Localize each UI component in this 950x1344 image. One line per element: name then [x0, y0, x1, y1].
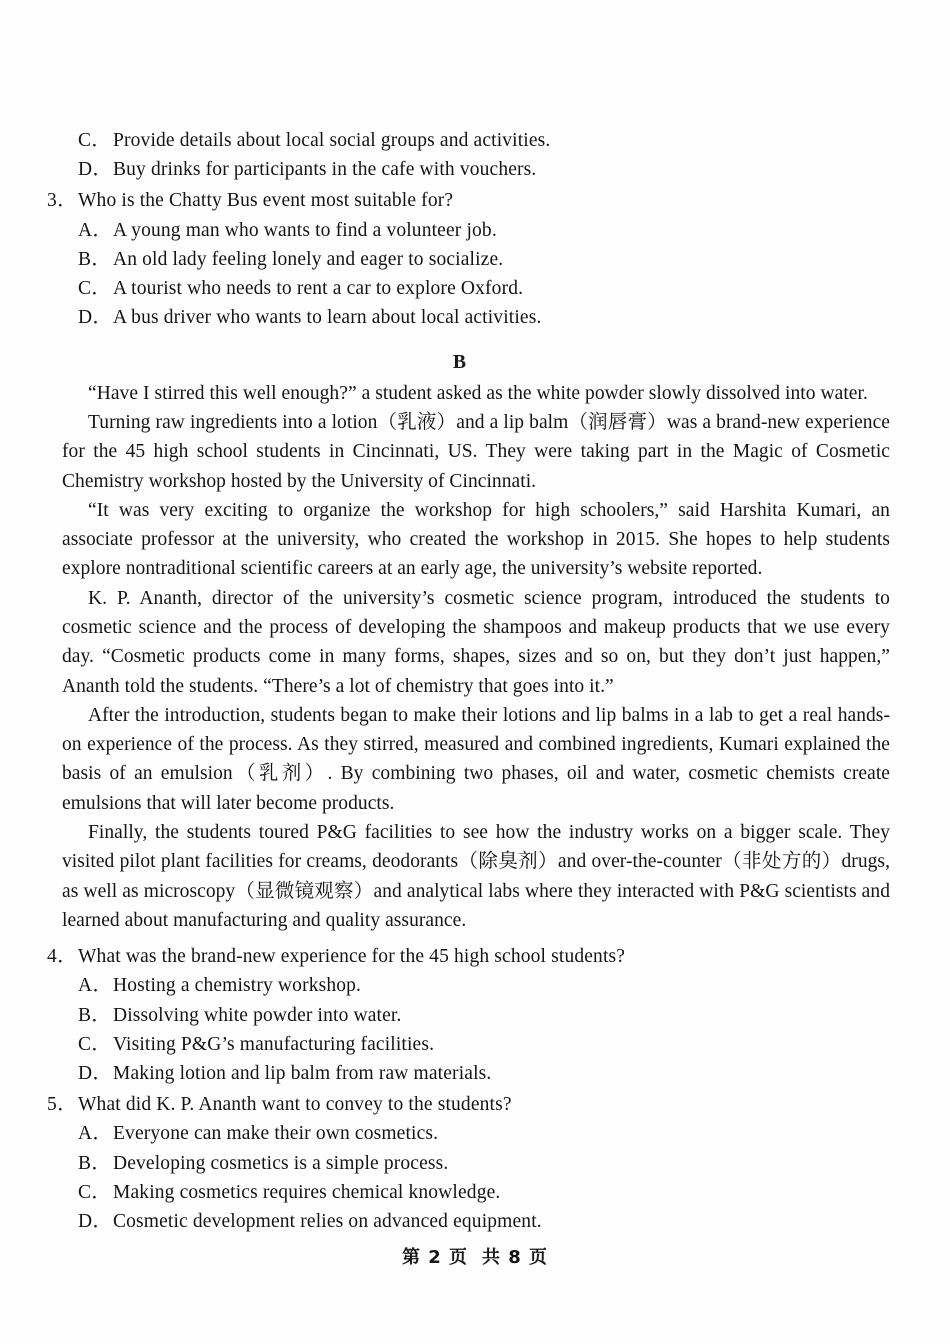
passage-paragraph: Finally, the students toured P&G facilities to see how the industry works on a bigger scale. They visited pilot plant facilities for creams, deodorants（除臭剂）and over-the-counter（非处方的）drugs, as well as microscopy（显微镜观察）and analytical labs where they interacted with P&G scientists and learned about manufacturing and quality assurance.: [62, 822, 890, 931]
option-row: [47, 274, 890, 303]
question-4: [47, 942, 890, 1088]
question-5: [47, 1090, 890, 1236]
option-letter: D．: [78, 159, 113, 181]
question-3: [47, 186, 890, 332]
option-letter: C．: [78, 278, 112, 300]
footer-total-pages: 共 8 页: [482, 1247, 549, 1268]
option-row: [47, 1059, 890, 1088]
question-number: 4．: [47, 946, 78, 968]
option-row: [47, 1207, 890, 1236]
option-text: Making lotion and lip balm from raw materials.: [113, 1063, 492, 1085]
option-row: [47, 971, 890, 1000]
passage-paragraph: After the introduction, students began to make their lotions and lip balms in a lab to get a real hands-on experience of the process. As they stirred, measured and combined ingredients, Kumari explained the basis of an emulsion（乳剂）. By combining two phases, oil and water, cosmetic chemists create emulsions that will later become products.: [62, 704, 890, 814]
option-text: A young man who wants to find a volunteer job.: [113, 219, 497, 241]
footer-current-page: 第 2 页: [401, 1247, 468, 1268]
passage-paragraph: K. P. Ananth, director of the university’s cosmetic science program, introduced the students to cosmetic science and the process of developing the shampoos and makeup products that we use every day. “Cosmetic products come in many forms, shapes, sizes and so on, but they don’t just happen,” Ananth told the students. “There’s a lot of chemistry that goes into it.”: [62, 587, 890, 697]
option-row: [47, 1119, 890, 1148]
option-row: [47, 245, 890, 274]
section-heading-b: B: [452, 352, 466, 374]
question-stem: What did K. P. Ananth want to convey to the students?: [78, 1094, 512, 1116]
option-text: Developing cosmetics is a simple process.: [113, 1152, 449, 1174]
option-row: [47, 216, 890, 245]
option-letter: A．: [78, 975, 113, 997]
page-footer: [0, 1243, 950, 1269]
reading-passage-b: [62, 379, 890, 936]
option-letter: A．: [78, 1123, 113, 1145]
option-letter: B．: [78, 1152, 112, 1174]
question-stem: Who is the Chatty Bus event most suitable for?: [78, 190, 454, 212]
passage-paragraph: Turning raw ingredients into a lotion（乳液）and a lip balm（润唇膏）was a brand-new experience for the 45 high school students in Cincinnati, US. They were taking part in the Magic of Cosmetic Chemistry workshop hosted by the University of Cincinnati.: [62, 411, 890, 492]
option-row: [47, 1030, 890, 1059]
question-stem-row: [47, 942, 890, 971]
option-row: [47, 1001, 890, 1030]
option-letter: C．: [78, 1033, 112, 1055]
question-stem-row: [47, 186, 890, 215]
option-letter: D．: [78, 1211, 113, 1233]
option-text: Hosting a chemistry workshop.: [113, 975, 362, 997]
option-text: A bus driver who wants to learn about local activities.: [113, 307, 542, 329]
option-letter: B．: [78, 1004, 112, 1026]
question-number: 3．: [47, 190, 78, 212]
option-text: An old lady feeling lonely and eager to socialize.: [113, 248, 504, 270]
option-row: [47, 1178, 890, 1207]
option-text: Cosmetic development relies on advanced equipment.: [113, 1211, 542, 1233]
option-letter: B．: [78, 248, 112, 270]
page-content: [47, 126, 890, 1236]
option-letter: C．: [78, 130, 112, 151]
option-text: Dissolving white powder into water.: [113, 1004, 402, 1026]
question-stem-row: [47, 1090, 890, 1119]
option-letter: D．: [78, 307, 113, 329]
option-text: Buy drinks for participants in the cafe with vouchers.: [113, 159, 537, 181]
option-row: [47, 303, 890, 332]
question-number: 5．: [47, 1094, 78, 1116]
passage-paragraph: “Have I stirred this well enough?” a student asked as the white powder slowly dissolved into water.: [88, 382, 868, 404]
continued-options-block: [47, 126, 890, 184]
option-letter: A．: [78, 219, 113, 241]
option-letter: D．: [78, 1063, 113, 1085]
option-text: Visiting P&G’s manufacturing facilities.: [113, 1033, 435, 1055]
question-stem: What was the brand-new experience for the 45 high school students?: [78, 946, 626, 968]
option-text: Everyone can make their own cosmetics.: [113, 1123, 439, 1145]
option-text: A tourist who needs to rent a car to explore Oxford.: [113, 278, 524, 300]
option-row: [47, 126, 890, 155]
option-text: Making cosmetics requires chemical knowledge.: [113, 1181, 501, 1203]
passage-paragraph: “It was very exciting to organize the workshop for high schoolers,” said Harshita Kumari, an associate professor at the university, who created the workshop in 2015. She hopes to help students explore nontraditional scientific careers at an early age, the university’s website reported.: [62, 499, 890, 580]
option-letter: C．: [78, 1181, 112, 1203]
option-row: [47, 155, 890, 184]
option-row: [47, 1149, 890, 1178]
option-text: Provide details about local social groups and activities.: [113, 130, 551, 151]
